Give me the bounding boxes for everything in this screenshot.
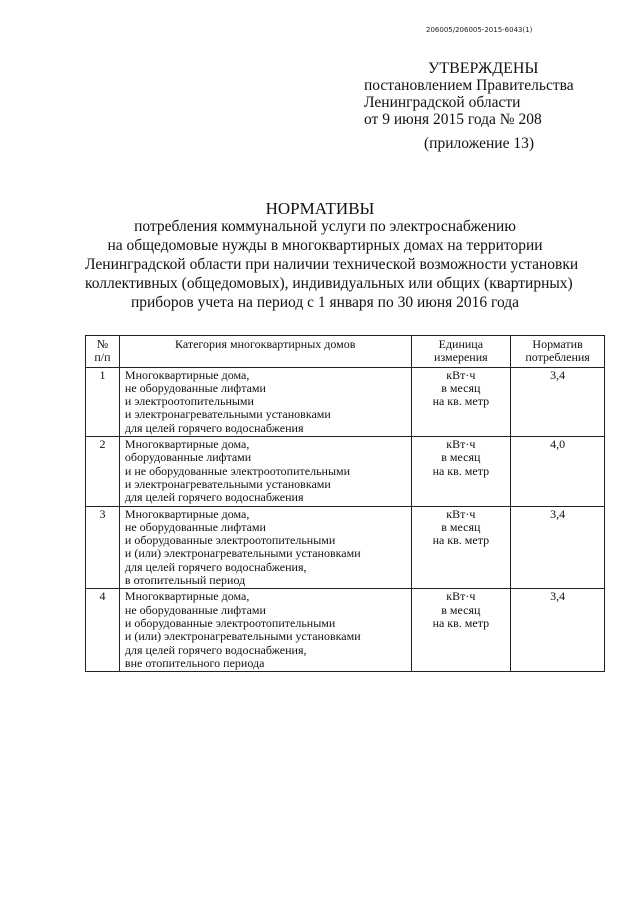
unit-line: в месяц [441, 450, 481, 465]
subtitle-line: приборов учета на период с 1 января по 30 июня 2016 года [130, 294, 520, 311]
row-norm-value: 3,4 [511, 367, 605, 436]
row-unit [411, 506, 511, 589]
header-text: измерения [434, 350, 488, 365]
norms-table [85, 335, 605, 672]
table-header-row [86, 336, 605, 368]
category-line: и не оборудованные электроотопительными [124, 463, 351, 478]
category-line: и оборудованные электроотопительными [124, 533, 336, 548]
category-line: и электроотопительными [124, 394, 254, 409]
unit-line: в месяц [441, 602, 481, 617]
header-text: п/п [94, 350, 111, 365]
unit-line: в месяц [441, 519, 481, 534]
approval-line: постановлением Правительства [364, 77, 574, 94]
row-category [119, 367, 411, 436]
category-line: и электронагревательными установками [124, 476, 331, 491]
header-text: Единица [438, 337, 484, 351]
appendix-label: (приложение 13) [424, 135, 534, 152]
row-category [119, 506, 411, 589]
category-line: и (или) электронагревательными установками [124, 546, 361, 561]
table-row [86, 506, 605, 589]
row-unit [411, 437, 511, 506]
header-text: Категория многоквартирных домов [174, 337, 356, 351]
unit-line: кВт·ч [446, 367, 476, 382]
header-text: потребления [525, 350, 590, 365]
header-category [119, 336, 411, 368]
row-number: 2 [86, 437, 120, 506]
subtitle-line: потребления коммунальной услуги по электроснабжению [134, 218, 516, 235]
category-line: для целей горячего водоснабжения [124, 420, 304, 435]
category-line: Многоквартирные дома, [124, 367, 250, 382]
header-text: Норматив [532, 337, 583, 351]
header-unit [411, 336, 511, 368]
unit-line: на кв. метр [432, 615, 490, 630]
category-line: в отопительный период [124, 573, 246, 588]
category-line: вне отопительного периода [124, 655, 265, 670]
unit-line: на кв. метр [432, 533, 490, 548]
unit-line: кВт·ч [446, 437, 476, 452]
category-line: для целей горячего водоснабжения [124, 490, 304, 505]
row-norm-value: 4,0 [511, 437, 605, 506]
table-row [86, 367, 605, 436]
unit-line: в месяц [441, 380, 481, 395]
approval-heading: УТВЕРЖДЕНЫ [428, 60, 539, 77]
approval-line: Ленинградской области [364, 94, 521, 111]
row-number: 1 [86, 367, 120, 436]
table-row [86, 437, 605, 506]
category-line: не оборудованные лифтами [124, 602, 266, 617]
document-id: 206005/206005-2015-6043(1) [426, 26, 533, 34]
header-number [86, 336, 120, 368]
category-line: Многоквартирные дома, [124, 589, 250, 604]
header-text: № [96, 337, 109, 351]
category-line: не оборудованные лифтами [124, 380, 266, 395]
subtitle-line: на общедомовые нужды в многоквартирных домах на территории [107, 237, 543, 254]
category-line: для целей горячего водоснабжения, [124, 559, 307, 574]
approval-line: от 9 июня 2015 года № 208 [364, 111, 542, 128]
document-subtitle [85, 217, 579, 312]
row-number: 3 [86, 506, 120, 589]
subtitle-line: коллективных (общедомовых), индивидуальных или общих (квартирных) [85, 275, 573, 292]
document-title: НОРМАТИВЫ [265, 199, 375, 218]
category-line: и электронагревательными установками [124, 407, 331, 422]
category-line: и (или) электронагревательными установками [124, 629, 361, 644]
row-norm-value: 3,4 [511, 589, 605, 672]
category-line: Многоквартирные дома, [124, 437, 250, 452]
row-unit [411, 367, 511, 436]
subtitle-line: Ленинградской области при наличии технической возможности установки [85, 256, 579, 273]
row-category [119, 437, 411, 506]
approval-block [364, 60, 594, 152]
header-norm [511, 336, 605, 368]
category-line: Многоквартирные дома, [124, 506, 250, 521]
unit-line: кВт·ч [446, 506, 476, 521]
category-line: и оборудованные электроотопительными [124, 615, 336, 630]
unit-line: на кв. метр [432, 394, 490, 409]
category-line: не оборудованные лифтами [124, 519, 266, 534]
unit-line: на кв. метр [432, 463, 490, 478]
row-number: 4 [86, 589, 120, 672]
row-norm-value: 3,4 [511, 506, 605, 589]
category-line: оборудованные лифтами [124, 450, 252, 465]
category-line: для целей горячего водоснабжения, [124, 642, 307, 657]
table-row [86, 589, 605, 672]
row-unit [411, 589, 511, 672]
unit-line: кВт·ч [446, 589, 476, 604]
row-category [119, 589, 411, 672]
